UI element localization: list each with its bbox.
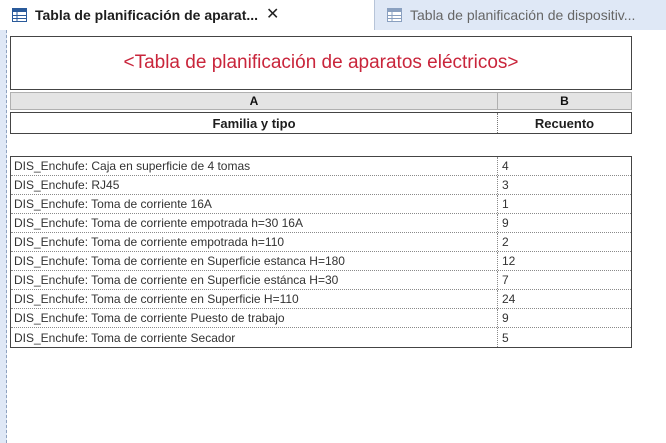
cell-familia-tipo[interactable]: DIS_Enchufe: Toma de corriente Puesto de trabajo — [11, 309, 498, 327]
schedule-table-icon — [12, 8, 27, 22]
table-row[interactable] — [11, 157, 631, 176]
cell-recuento[interactable]: 3 — [502, 178, 509, 192]
tab-schedule-dispositivos[interactable] — [375, 0, 666, 30]
schedule-table-icon — [387, 8, 402, 22]
schedule-title: <Tabla de planificación de aparatos eléctricos> — [123, 52, 519, 73]
schedule-title-box[interactable] — [10, 36, 632, 90]
cell-recuento[interactable]: 2 — [502, 235, 509, 249]
table-row[interactable] — [11, 290, 631, 309]
table-row[interactable] — [11, 176, 631, 195]
cell-familia-tipo[interactable]: DIS_Enchufe: Caja en superficie de 4 tomas — [11, 157, 498, 175]
header-recuento[interactable]: Recuento — [534, 115, 595, 131]
cell-familia-tipo[interactable]: DIS_Enchufe: Toma de corriente 16A — [11, 195, 498, 213]
cell-familia-tipo[interactable]: DIS_Enchufe: Toma de corriente en Superficie estánca H=30 — [11, 271, 498, 289]
cell-recuento[interactable]: 9 — [502, 311, 509, 325]
left-splitter[interactable] — [0, 30, 7, 443]
cell-recuento[interactable]: 1 — [502, 197, 509, 211]
schedule-header-row — [10, 112, 632, 134]
cell-recuento[interactable]: 7 — [502, 273, 509, 287]
tab-title: Tabla de planificación de dispositiv... — [410, 7, 636, 23]
tab-title: Tabla de planificación de aparat... — [35, 7, 259, 23]
table-row[interactable] — [11, 309, 631, 328]
cell-recuento[interactable]: 5 — [502, 330, 509, 345]
column-letter-a[interactable]: A — [11, 93, 498, 109]
cell-familia-tipo[interactable]: DIS_Enchufe: Toma de corriente empotrada h=30 16A — [11, 214, 498, 232]
cell-recuento[interactable]: 9 — [502, 216, 509, 230]
table-row[interactable] — [11, 233, 631, 252]
cell-familia-tipo[interactable]: DIS_Enchufe: RJ45 — [11, 176, 498, 194]
close-icon[interactable]: ✕ — [266, 6, 280, 23]
header-familia-tipo[interactable]: Familia y tipo — [11, 113, 498, 133]
table-row[interactable] — [11, 328, 631, 347]
column-letter-header — [10, 92, 632, 110]
table-row[interactable] — [11, 195, 631, 214]
cell-recuento[interactable]: 4 — [502, 159, 509, 173]
cell-recuento[interactable]: 24 — [502, 292, 516, 306]
tab-bar — [0, 0, 666, 30]
column-letter-b[interactable]: B — [560, 94, 569, 108]
schedule-body — [10, 156, 632, 348]
cell-familia-tipo[interactable]: DIS_Enchufe: Toma de corriente Secador — [11, 328, 498, 347]
table-row[interactable] — [11, 271, 631, 290]
cell-familia-tipo[interactable]: DIS_Enchufe: Toma de corriente empotrada h=110 — [11, 233, 498, 251]
cell-recuento[interactable]: 12 — [502, 254, 516, 268]
tab-schedule-aparatos[interactable] — [0, 0, 375, 30]
table-row[interactable] — [11, 252, 631, 271]
cell-familia-tipo[interactable]: DIS_Enchufe: Toma de corriente en Superficie H=110 — [11, 290, 498, 308]
table-row[interactable] — [11, 214, 631, 233]
cell-familia-tipo[interactable]: DIS_Enchufe: Toma de corriente en Superficie estanca H=180 — [11, 252, 498, 270]
